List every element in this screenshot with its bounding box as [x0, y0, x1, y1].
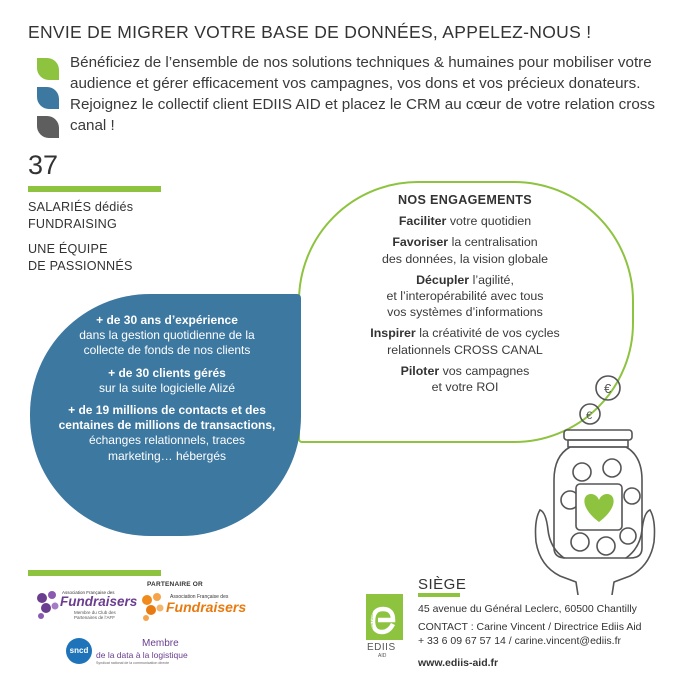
- aff-logo-name: Fundraisers: [166, 599, 247, 615]
- footer-divider: [28, 570, 161, 576]
- jar-heart-icon: [520, 370, 670, 595]
- aff-partner-logo: [36, 590, 136, 626]
- sncd-member-logo: [66, 638, 216, 668]
- stat-line-2: FUNDRAISING: [28, 217, 117, 231]
- ediis-aid-text: AID: [378, 653, 387, 659]
- fact-item: [44, 313, 290, 359]
- ediis-wordmark: EDIIS: [367, 642, 396, 653]
- svg-text:€: €: [586, 410, 593, 422]
- aff-logo-top: Association Française des: [62, 590, 115, 595]
- sncd-line-3: Syndicat national de la communication directe: [96, 661, 170, 665]
- green-divider: [28, 186, 161, 192]
- engagement-text: et l’interopérabilité avec tous: [386, 289, 544, 304]
- intro-paragraph: Bénéficiez de l’ensemble de nos solutions techniques & humaines pour mobiliser votre audience et gérer efficacement vos campagnes, vos dons et vos précieux donateurs. Rejoignez le collectif client EDIIS AID et placez le CRM au cœur de votre relation cross canal !: [70, 54, 655, 134]
- staff-count: 37: [28, 150, 59, 180]
- fact-text: collecte de fonds de nos clients: [83, 343, 251, 358]
- engagement-bold: Décupler: [416, 272, 470, 287]
- engagement-text: vos campagnes: [439, 363, 530, 378]
- engagement-item: [298, 213, 632, 229]
- fact-bold: + de 30 clients gérés: [108, 365, 226, 380]
- aff-dots-icon: [36, 590, 60, 620]
- engagement-text: la créativité de vos cycles: [415, 326, 560, 341]
- stat-line-3: UNE ÉQUIPE: [28, 242, 108, 256]
- headline: ENVIE DE MIGRER VOTRE BASE DE DONNÉES, APPELEZ-NOUS !: [28, 22, 592, 42]
- sncd-line-1: Membre: [142, 638, 179, 649]
- engagement-text: l’agilité,: [469, 272, 514, 287]
- fact-text: échanges relationnels, traces: [88, 433, 246, 448]
- engagement-text: relationnels CROSS CANAL: [387, 342, 543, 357]
- engagement-item: [298, 234, 632, 266]
- fact-bold: + de 19 millions de contacts et des centaines de millions de transactions,: [58, 403, 276, 433]
- aff-logo-name: Fundraisers: [60, 594, 138, 609]
- partner-label: PARTENAIRE OR: [147, 581, 203, 588]
- engagement-bold: Piloter: [400, 363, 440, 378]
- engagement-text: la centralisation: [448, 235, 538, 250]
- engagement-bold: Favoriser: [392, 235, 449, 250]
- engagement-text: des données, la vision globale: [381, 251, 548, 266]
- engagement-text: et votre ROI: [431, 380, 499, 395]
- stat-line-1: SALARIÉS dédiés: [28, 200, 134, 214]
- leaf-bullet-icon-green: [37, 58, 59, 80]
- fact-bold: + de 30 ans d’expérience: [96, 313, 238, 327]
- siege-address: 45 avenue du Général Leclerc, 60500 Chantilly: [418, 603, 637, 615]
- sncd-badge: sncd: [66, 638, 92, 664]
- siege-phone-email: + 33 6 09 67 57 14 / carine.vincent@ediis.fr: [418, 635, 621, 647]
- fact-text: sur la suite logicielle Alizé: [98, 380, 236, 395]
- engagement-text: votre quotidien: [446, 214, 532, 229]
- engagement-bold: Inspirer: [370, 326, 416, 341]
- website-link[interactable]: www.ediis-aid.fr: [418, 657, 499, 669]
- ediis-logo: [363, 594, 403, 660]
- ediis-side-text: 100% Fundraising: [370, 603, 375, 633]
- aff-gold-partner-logo: [140, 592, 247, 626]
- engagements-list: [298, 192, 632, 395]
- sncd-line-2: de la data à la logistique: [96, 650, 188, 660]
- fact-text: marketing… hébergés: [107, 448, 227, 463]
- svg-text:€: €: [604, 381, 612, 396]
- leaf-bullet-icon-gray: [37, 116, 59, 138]
- fact-item: [44, 366, 290, 396]
- siege-title: SIÈGE: [418, 576, 467, 593]
- aff-logo-sub: Membre du Club des: [74, 610, 116, 615]
- engagement-bold: Faciliter: [398, 214, 447, 229]
- leaf-bullet-icon-blue: [37, 87, 59, 109]
- fact-item: [44, 403, 290, 464]
- aff-dots-icon: [140, 592, 166, 622]
- siege-contact: CONTACT : Carine Vincent / Directrice Ediis Aid: [418, 621, 642, 633]
- facts-list: [44, 313, 290, 471]
- engagement-item: [298, 272, 632, 321]
- stat-line-4: DE PASSIONNÉS: [28, 259, 133, 273]
- aff-logo-top: Association Française des: [170, 594, 229, 600]
- engagement-text: vos systèmes d’informations: [387, 305, 543, 320]
- engagement-item: [298, 325, 632, 357]
- ediis-e-icon: [363, 594, 403, 644]
- fact-text: dans la gestion quotidienne de la: [79, 328, 255, 343]
- siege-divider: [418, 593, 460, 597]
- aff-logo-sub: Partenaires de l’AFF: [74, 615, 116, 620]
- engagements-title: NOS ENGAGEMENTS: [398, 193, 532, 207]
